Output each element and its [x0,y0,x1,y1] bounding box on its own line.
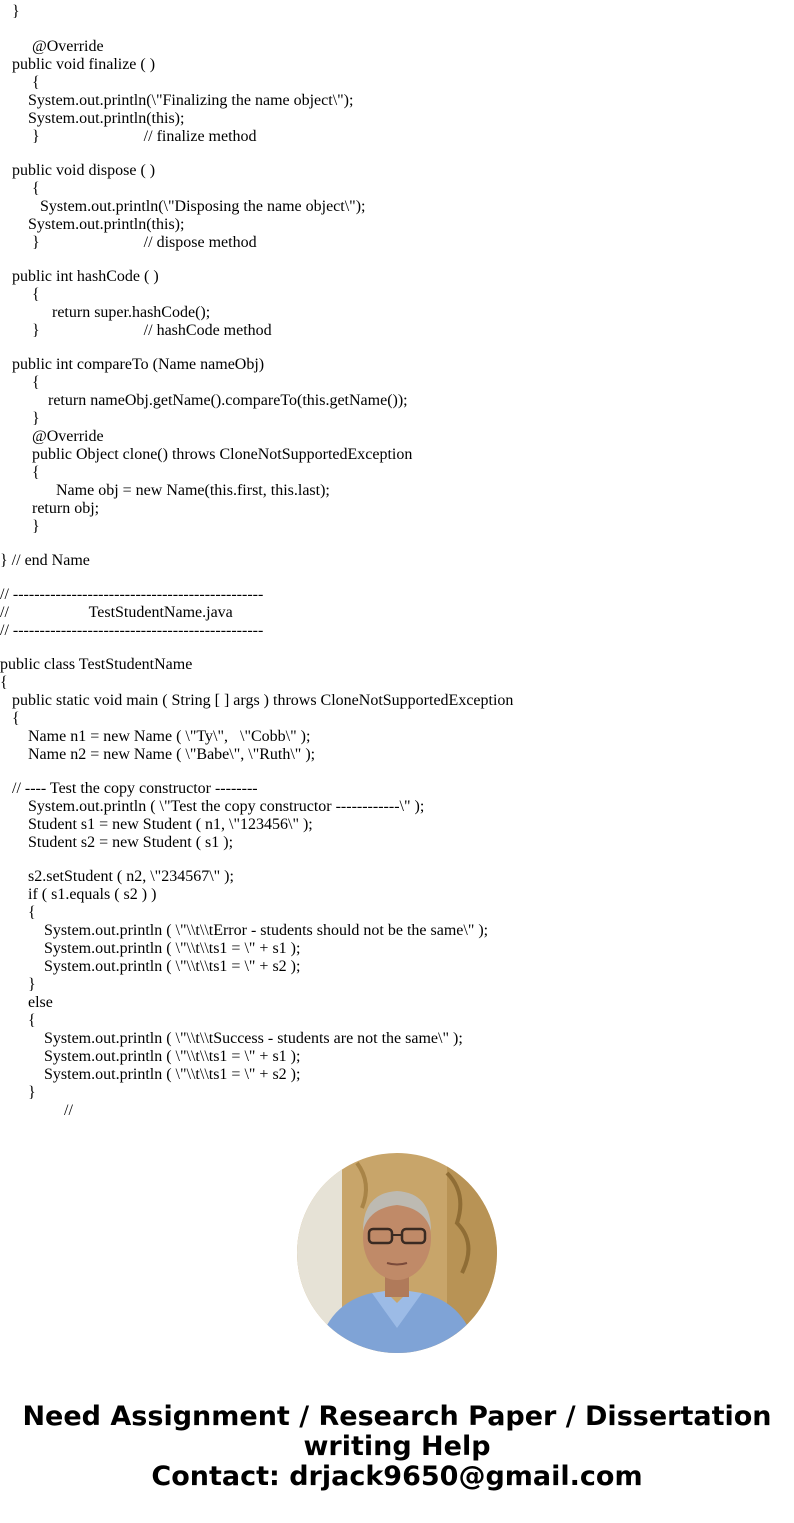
code-line: public void finalize ( ) [0,56,156,73]
code-line: Name n2 = new Name ( \"Babe\", \"Ruth\" ); [0,746,316,763]
code-line: public class TestStudentName [0,656,193,673]
code-line: public int hashCode ( ) [0,268,159,285]
code-line: // ----------------------------------------------- [0,586,264,603]
banner-line-1: Need Assignment / Research Paper / Dissertation [22,1401,772,1432]
banner-contact-line: Contact: drjack9650@gmail.com [151,1461,643,1492]
code-line: System.out.println(this); [0,216,185,233]
code-line: if ( s1.equals ( s2 ) ) [0,886,157,903]
code-line: System.out.println ( \"\\t\\ts1 = \" + s2 ); [0,1066,301,1083]
code-line: { [0,180,40,197]
code-line: { [0,1012,36,1029]
code-line: System.out.println ( \"\\t\\tSuccess - students are not the same\" ); [0,1030,463,1047]
code-line: s2.setStudent ( n2, \"234567\" ); [0,868,234,885]
code-line: } [0,518,40,535]
code-line: { [0,74,40,91]
code-line: System.out.println(\"Disposing the name object\"); [0,198,366,215]
code-line: return nameObj.getName().compareTo(this.getName()); [0,392,408,409]
code-line: System.out.println(this); [0,110,185,127]
code-line: return super.hashCode(); [0,304,211,321]
code-line: else [0,994,53,1011]
banner-line-2: writing Help [303,1431,491,1462]
code-line: } [0,410,40,427]
code-line: // ----------------------------------------------- [0,622,264,639]
code-line: { [0,286,40,303]
code-line: Name obj = new Name(this.first, this.last); [0,482,330,499]
code-line: Student s1 = new Student ( n1, \"123456\" ); [0,816,313,833]
code-line: System.out.println ( \"\\t\\ts1 = \" + s1 ); [0,940,301,957]
code-line: { [0,374,40,391]
code-line: System.out.println ( \"Test the copy constructor ------------\" ); [0,798,425,815]
code-line: } [0,1084,36,1101]
code-line: // TestStudentName.java [0,604,233,621]
code-line: Name n1 = new Name ( \"Ty\", \"Cobb\" ); [0,728,311,745]
code-line: } [0,976,36,993]
code-line: public static void main ( String [ ] args ) throws CloneNotSupportedException [0,692,514,709]
code-line: public void dispose ( ) [0,162,156,179]
code-line: public int compareTo (Name nameObj) [0,356,265,373]
code-line: @Override [0,38,104,55]
code-line: { [0,710,20,727]
code-line: @Override [0,428,104,445]
code-line: public Object clone() throws CloneNotSupportedException [0,446,413,463]
contact-banner [0,1402,794,1492]
code-line: return obj; [0,500,100,517]
code-line: System.out.println ( \"\\t\\ts1 = \" + s1 ); [0,1048,301,1065]
code-line: System.out.println ( \"\\t\\tError - students should not be the same\" ); [0,922,489,939]
code-line: { [0,674,8,691]
portrait-image [297,1153,497,1353]
code-line: } // finalize method [0,128,257,145]
code-line: // ---- Test the copy constructor -------- [0,780,258,797]
code-line: // [0,1102,73,1119]
code-line: Student s2 = new Student ( s1 ); [0,834,234,851]
code-line: System.out.println(\"Finalizing the name object\"); [0,92,354,109]
code-line: } // hashCode method [0,322,272,339]
code-line: } // dispose method [0,234,257,251]
code-line: { [0,904,36,921]
code-line: { [0,464,40,481]
code-line: } [0,3,20,20]
code-line: } // end Name [0,552,90,569]
author-photo [297,1153,497,1353]
code-line: System.out.println ( \"\\t\\ts1 = \" + s2 ); [0,958,301,975]
